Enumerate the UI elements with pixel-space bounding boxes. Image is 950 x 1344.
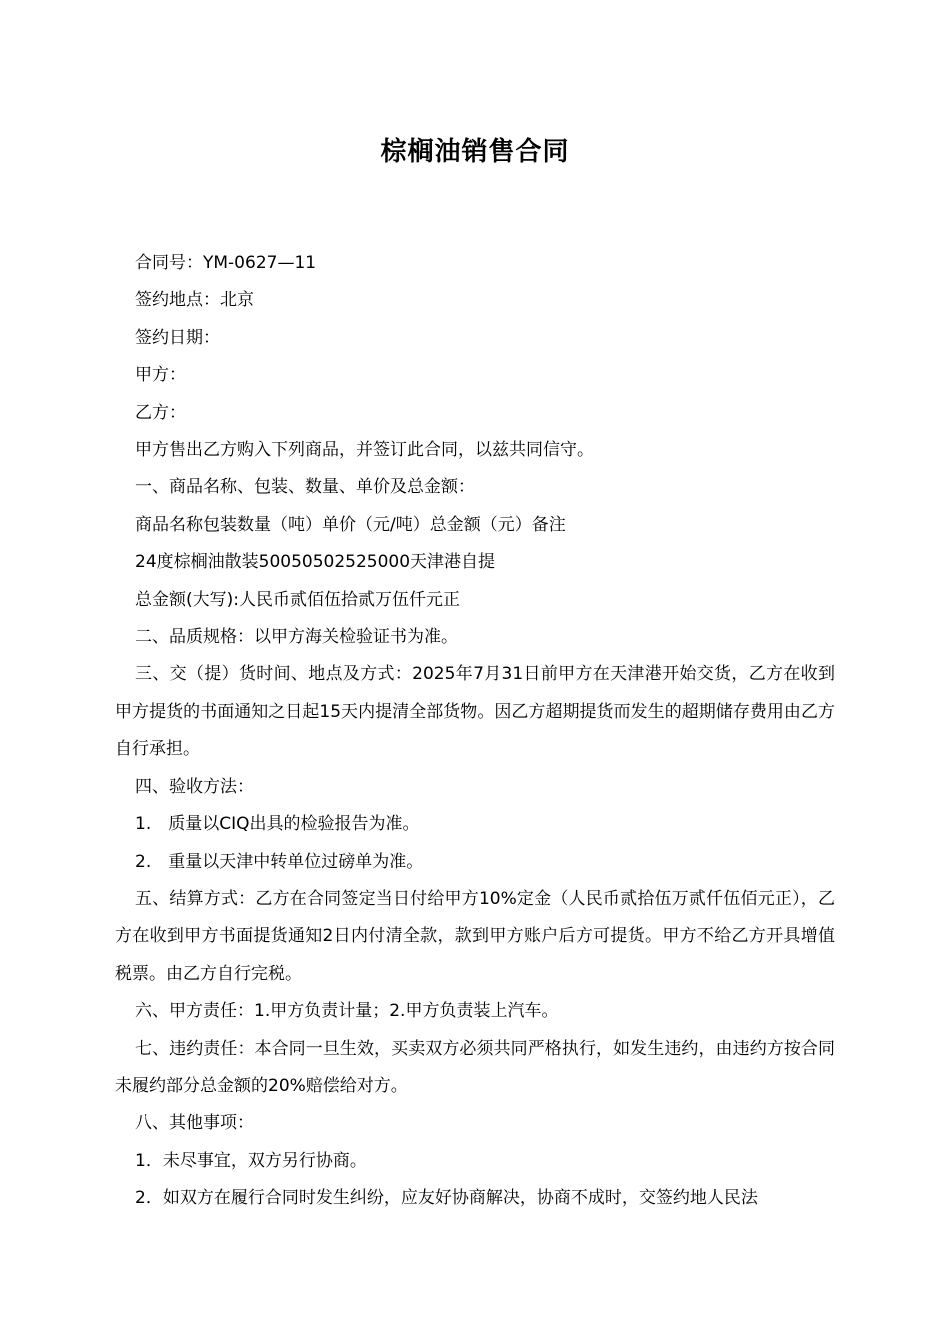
total-amount-words: 总金额(大写):人民币贰佰伍拾贰万伍仟元正 bbox=[135, 589, 460, 610]
party-a: 甲方： bbox=[135, 365, 186, 386]
section-4-item-1: 1. 质量以CIQ出具的检验报告为准。 bbox=[135, 814, 420, 835]
contract-number: 合同号：YM-0627—11 bbox=[135, 253, 317, 273]
section-8-item-1: 1．未尽事宜，双方另行协商。 bbox=[135, 1150, 367, 1171]
goods-table-header: 商品名称包装数量（吨）单价（元/吨）总金额（元）备注 bbox=[135, 514, 566, 535]
section-8-item-2: 2．如双方在履行合同时发生纠纷，应友好协商解决，协商不成时，交签约地人民法 bbox=[135, 1188, 758, 1209]
signing-date: 签约日期： bbox=[135, 327, 220, 348]
party-b: 乙方： bbox=[135, 402, 186, 423]
goods-table-row: 24度棕榈油散装50050502525000天津港自提 bbox=[135, 552, 496, 573]
signing-place: 签约地点：北京 bbox=[135, 290, 254, 311]
section-6-party-a-duty: 六、甲方责任：1.甲方负责计量；2.甲方负责装上汽车。 bbox=[135, 1001, 559, 1022]
section-1-heading: 一、商品名称、包装、数量、单价及总金额： bbox=[135, 477, 475, 498]
section-3-delivery: 三、交（提）货时间、地点及方式：2025年7月31日前甲方在天津港开始交货，乙方在收到甲方提货的书面通知之日起15天内提清全部货物。因乙方超期提货而发生的超期储存费用由乙方自行承担。 bbox=[115, 664, 835, 760]
section-5-settlement: 五、结算方式：乙方在合同签定当日付给甲方10%定金（人民币贰拾伍万贰仟伍佰元正），乙方在收到甲方书面提货通知2日内付清全款，款到甲方账户后方可提货。甲方不给乙方开具增值税票。由乙方自行完税。 bbox=[115, 888, 835, 984]
document-body bbox=[115, 245, 835, 1218]
section-7-liability: 七、违约责任：本合同一旦生效，买卖双方必须共同严格执行，如发生违约，由违约方按合同未履约部分总金额的20%赔偿给对方。 bbox=[115, 1038, 835, 1096]
document-title: 棕榈油销售合同 bbox=[380, 137, 570, 167]
section-4-heading: 四、验收方法： bbox=[135, 776, 254, 797]
section-2-quality: 二、品质规格：以甲方海关检验证书为准。 bbox=[135, 627, 458, 648]
preamble: 甲方售出乙方购入下列商品，并签订此合同，以兹共同信守。 bbox=[135, 440, 594, 461]
section-4-item-2: 2. 重量以天津中转单位过磅单为准。 bbox=[135, 851, 424, 872]
section-8-heading: 八、其他事项： bbox=[135, 1113, 254, 1134]
